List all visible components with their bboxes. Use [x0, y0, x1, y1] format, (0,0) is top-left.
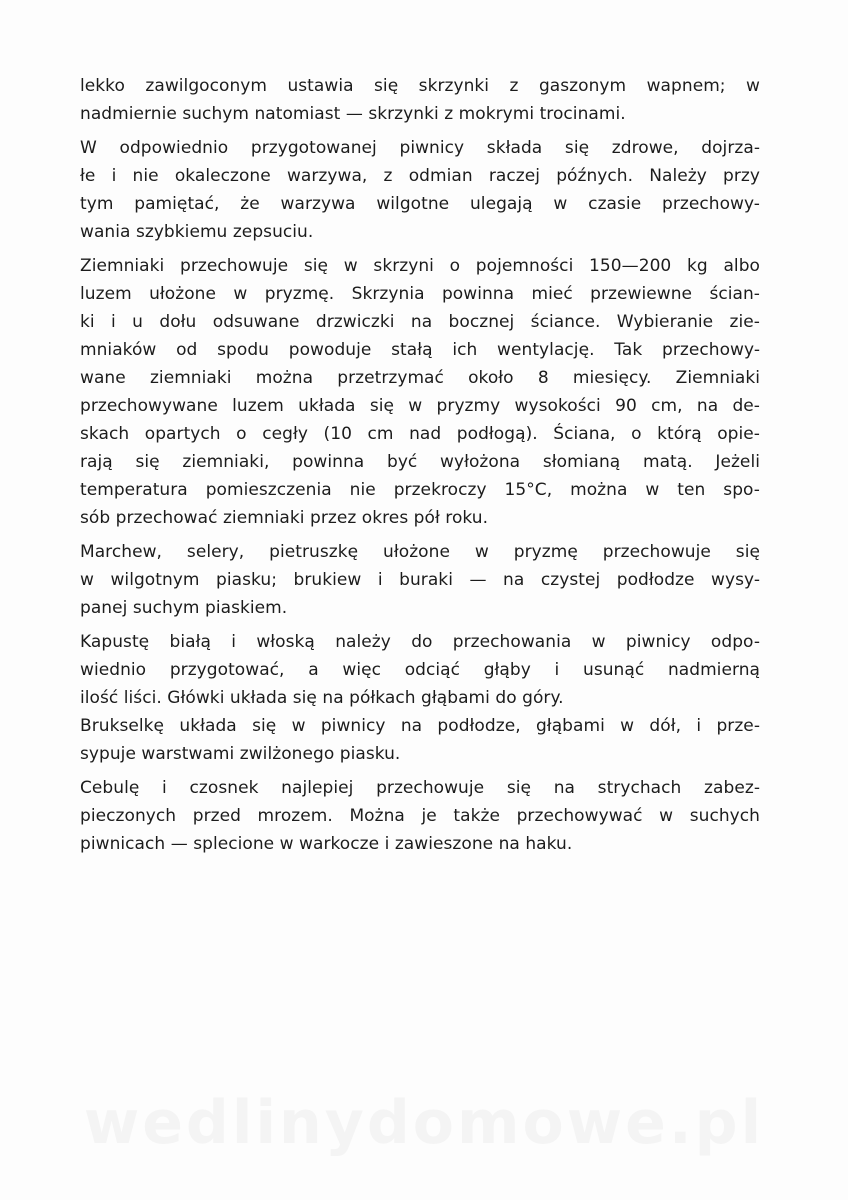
text-line: wania szybkiemu zepsuciu.	[80, 222, 314, 242]
text-line: W odpowiednio przygotowanej piwnicy składa się zdrowe, dojrza-	[80, 138, 760, 158]
text-line: sób przechować ziemniaki przez okres pół roku.	[80, 508, 489, 528]
paragraph-onion-garlic	[80, 774, 760, 858]
text-line: wiednio przygotować, a więc odciąć głąby i usunąć nadmierną	[80, 660, 760, 680]
text-line: rają się ziemniaki, powinna być wyłożona słomianą matą. Jeżeli	[80, 452, 760, 472]
text-line: skach opartych o cegły (10 cm nad podłogą). Ściana, o którą opie-	[80, 424, 760, 444]
paragraph-ventilation	[80, 72, 760, 128]
text-line: wane ziemniaki można przetrzymać około 8 miesięcy. Ziemniaki	[80, 368, 760, 388]
paragraph-cabbage	[80, 628, 760, 712]
text-line: ilość liści. Główki układa się na półkach głąbami do góry.	[80, 688, 564, 708]
text-line: łe i nie okaleczone warzywa, z odmian raczej późnych. Należy przy	[80, 166, 760, 186]
text-line: w wilgotnym piasku; brukiew i buraki — na czystej podłodze wysy-	[80, 570, 760, 590]
text-line: Ziemniaki przechowuje się w skrzyni o pojemności 150—200 kg albo	[80, 256, 760, 276]
text-line: Cebulę i czosnek najlepiej przechowuje się na strychach zabez-	[80, 778, 760, 798]
paragraph-vegetable-storage	[80, 134, 760, 246]
text-line: mniaków od spodu powoduje stałą ich wentylację. Tak przechowy-	[80, 340, 760, 360]
text-line: panej suchym piaskiem.	[80, 598, 288, 618]
text-line: sypuje warstwami zwilżonego piasku.	[80, 744, 401, 764]
text-line: pieczonych przed mrozem. Można je także przechowywać w suchych	[80, 806, 760, 826]
body-text	[80, 72, 760, 864]
text-line: piwnicach — splecione w warkocze i zawieszone na haku.	[80, 834, 573, 854]
text-line: Marchew, selery, pietruszkę ułożone w pryzmę przechowuje się	[80, 542, 760, 562]
text-line: tym pamiętać, że warzywa wilgotne ulegają w czasie przechowy-	[80, 194, 760, 214]
text-line: lekko zawilgoconym ustawia się skrzynki z gaszonym wapnem; w	[80, 76, 760, 96]
text-line: temperatura pomieszczenia nie przekroczy 15°C, można w ten spo-	[80, 480, 760, 500]
paragraph-root-vegetables	[80, 538, 760, 622]
text-line: Brukselkę układa się w piwnicy na podłodze, głąbami w dół, i prze-	[80, 716, 760, 736]
text-line: nadmiernie suchym natomiast — skrzynki z mokrymi trocinami.	[80, 104, 626, 124]
text-line: luzem ułożone w pryzmę. Skrzynia powinna mieć przewiewne ścian-	[80, 284, 760, 304]
paragraph-potatoes	[80, 252, 760, 532]
text-line: przechowywane luzem układa się w pryzmy wysokości 90 cm, na de-	[80, 396, 760, 416]
text-line: Kapustę białą i włoską należy do przechowania w piwnicy odpo-	[80, 632, 760, 652]
site-watermark: wedlinydomowe.pl	[83, 1088, 765, 1158]
paragraph-brussels-sprouts	[80, 712, 760, 768]
text-line: ki i u dołu odsuwane drzwiczki na bocznej ściance. Wybieranie zie-	[80, 312, 760, 332]
